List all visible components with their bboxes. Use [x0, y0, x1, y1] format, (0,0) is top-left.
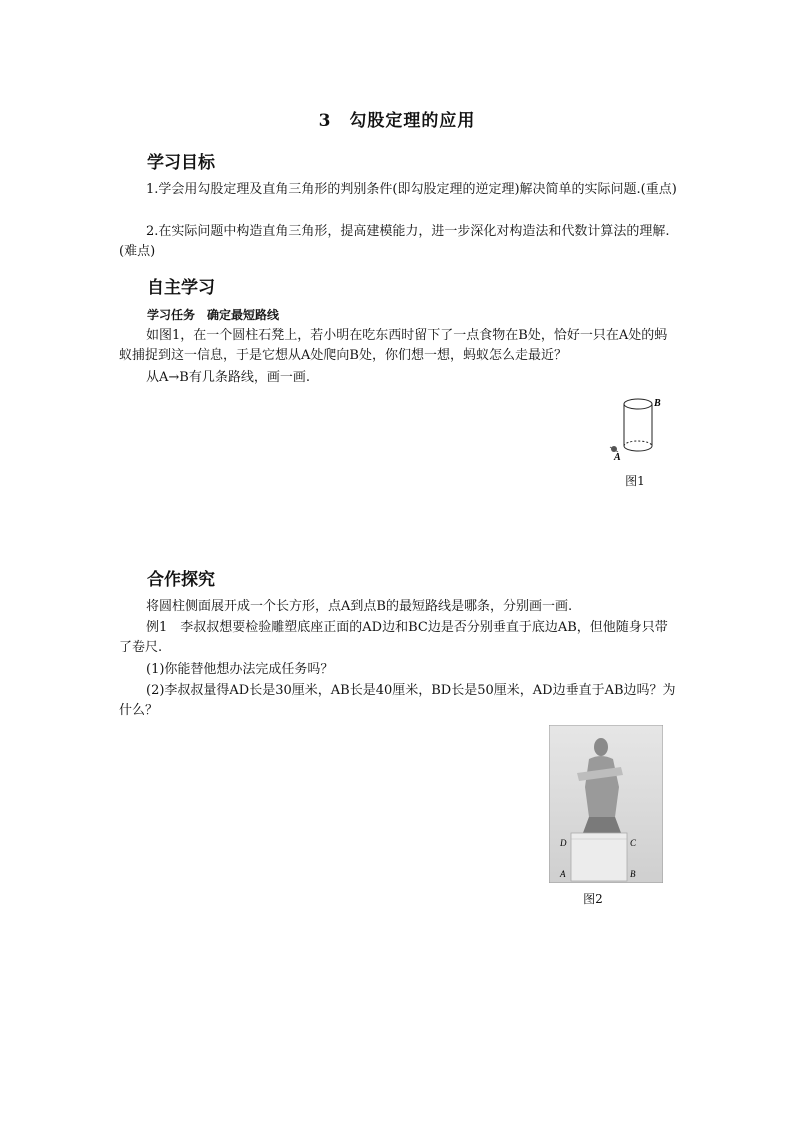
objective-1: 1.学会用勾股定理及直角三角形的判别条件(即勾股定理的逆定理)解决简单的实际问题.(重点) [146, 182, 677, 197]
objectives-heading: 学习目标 [147, 153, 215, 173]
figure-1-caption: 图1 [625, 474, 645, 488]
coop-heading: 合作探究 [147, 570, 215, 590]
fig2-label-c: C [630, 838, 637, 848]
question-2: (2)李叔叔量得AD长是30厘米，AB长是40厘米，BD长是50厘米，AD边垂直于AB边吗？为什么？ [119, 683, 676, 718]
fig1-label-a: A [614, 452, 621, 463]
task-heading: 学习任务 确定最短路线 [147, 308, 280, 322]
figure-1-cylinder [600, 392, 680, 467]
fig2-label-b: B [630, 869, 636, 879]
figure-2-caption: 图2 [583, 892, 603, 906]
fig2-label-d: D [560, 838, 567, 848]
coop-text-1: 将圆柱侧面展开成一个长方形，点A到点B的最短路线是哪条，分别画一画. [146, 599, 573, 614]
objective-2: 2.在实际问题中构造直角三角形，提高建模能力，进一步深化对构造法和代数计算法的理解.(难点) [119, 224, 670, 259]
figure-2-statue [549, 725, 663, 883]
self-study-heading: 自主学习 [147, 278, 215, 298]
task-text-2: 从A→B有几条路线，画一画. [146, 370, 310, 385]
fig1-label-b: B [654, 398, 661, 409]
fig2-label-a: A [560, 869, 566, 879]
example-1: 例1 李叔叔想要检验雕塑底座正面的AD边和BC边是否分别垂直于底边AB，但他随身只带了卷尺. [119, 620, 668, 655]
task-text-1: 如图1，在一个圆柱石凳上，若小明在吃东西时留下了一点食物在B处，恰好一只在A处的蚂蚁捕捉到这一信息，于是它想从A处爬向B处，你们想一想，蚂蚁怎么走最近？ [119, 328, 668, 363]
page-title: 3 勾股定理的应用 [318, 111, 476, 131]
question-1: (1)你能替他想办法完成任务吗？ [146, 662, 334, 677]
